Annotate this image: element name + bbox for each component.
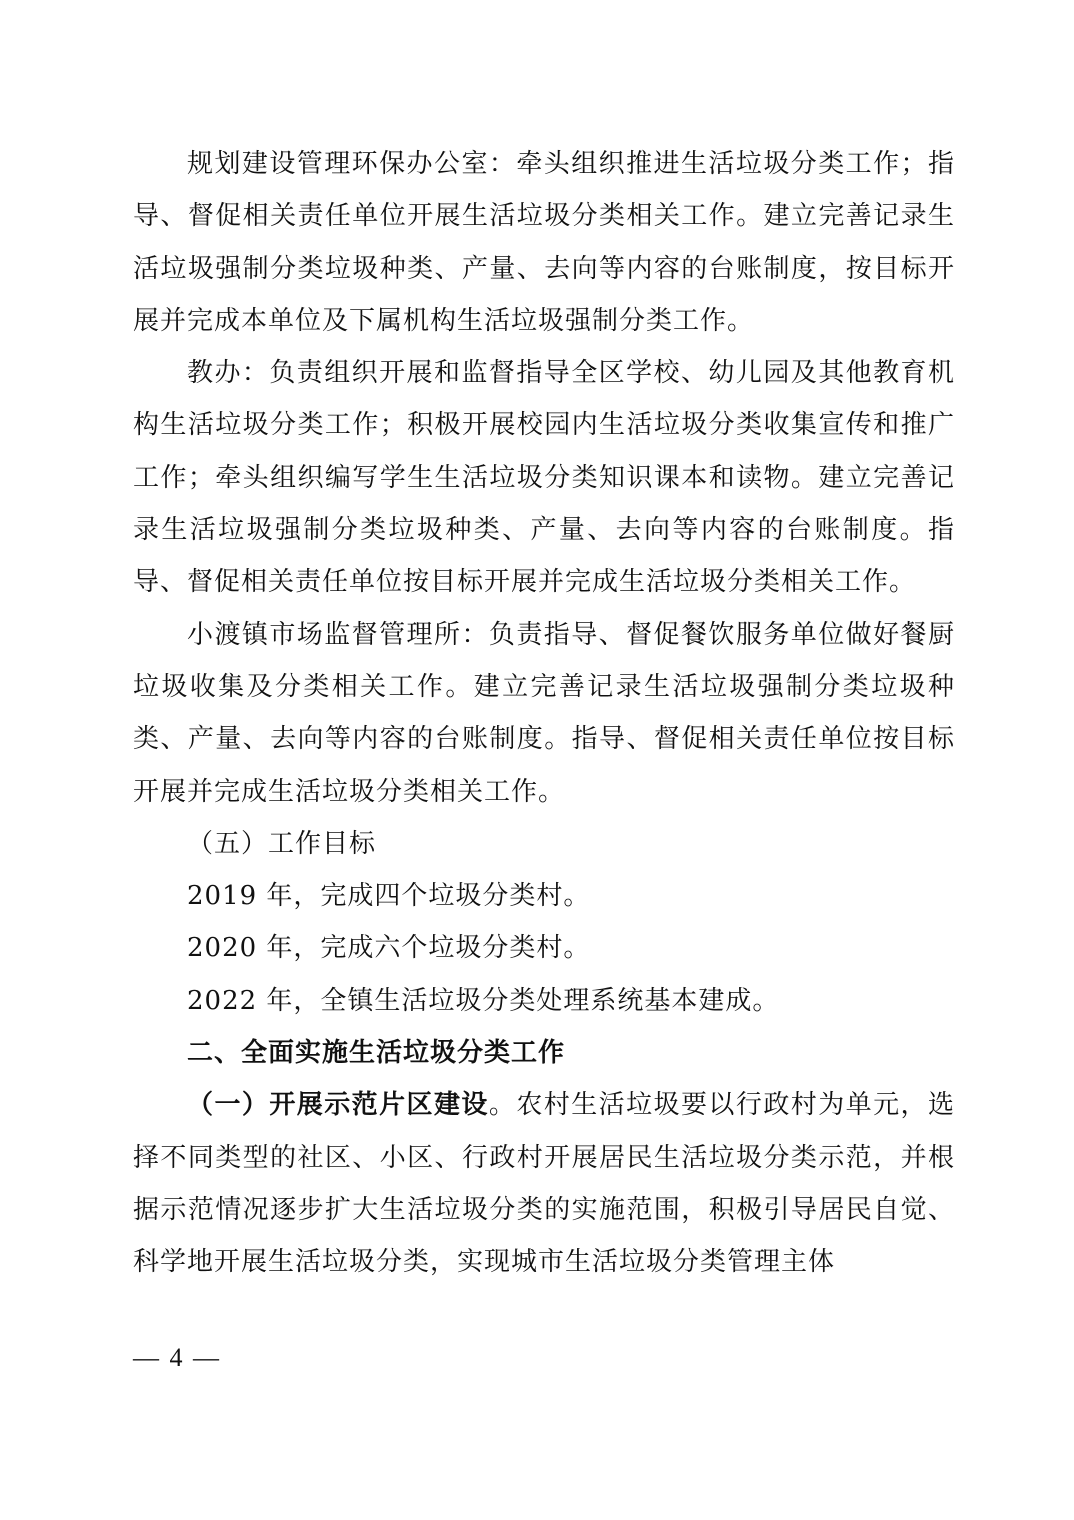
page-number: — 4 — (133, 1343, 221, 1372)
paragraph-education-office: 教办：负责组织开展和监督指导全区学校、幼儿园及其他教育机构生活垃圾分类工作；积极开展校园内生活垃圾分类收集宣传和推广工作；牵头组织编写学生生活垃圾分类知识课本和读物。建立完善记录生活垃圾强制分类垃圾种类、产量、去向等内容的台账制度。指导、督促相关责任单位按目标开展并完成生活垃圾分类相关工作。 (133, 358, 955, 598)
paragraph-market-supervision: 小渡镇市场监督管理所：负责指导、督促餐饮服务单位做好餐厨垃圾收集及分类相关工作。建立完善记录生活垃圾强制分类垃圾种类、产量、去向等内容的台账制度。指导、督促相关责任单位按目标开展并完成生活垃圾分类相关工作。 (133, 619, 955, 807)
goal-2020: 2020 年，完成六个垃圾分类村。 (187, 933, 591, 964)
section-heading: 二、全面实施生活垃圾分类工作 (187, 1038, 566, 1069)
paragraph-planning-office: 规划建设管理环保办公室：牵头组织推进生活垃圾分类工作；指导、督促相关责任单位开展生活垃圾分类相关工作。建立完善记录生活垃圾强制分类垃圾种类、产量、去向等内容的台账制度，按目标开展并完成本单位及下属机构生活垃圾强制分类工作。 (133, 149, 955, 336)
paragraph-lead: （一）开展示范片区建设 (187, 1090, 489, 1121)
paragraph-text: 。农村生活垃圾要以行政村为单元，选择不同类型的社区、小区、行政村开展居民生活垃圾分类示范，并根据示范情况逐步扩大生活垃圾分类的实施范围，积极引导居民自觉、科学地开展生活垃圾分类，实现城市生活垃圾分类管理主体 (133, 1090, 955, 1278)
goal-2019: 2019 年，完成四个垃圾分类村。 (187, 881, 591, 912)
paragraph-demo-area (133, 1079, 955, 1288)
goal-2022: 2022 年，全镇生活垃圾分类处理系统基本建成。 (187, 985, 780, 1016)
document-body (133, 138, 955, 1289)
subheading-work-goals: （五）工作目标 (187, 828, 377, 859)
